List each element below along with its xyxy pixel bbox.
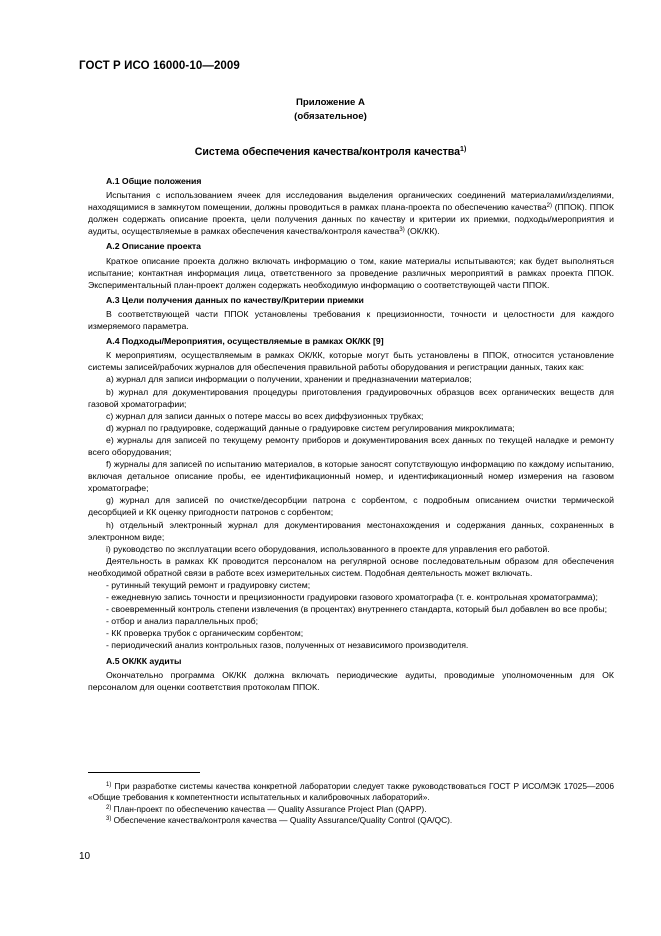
document-header: ГОСТ Р ИСО 16000-10—2009: [79, 60, 240, 72]
footnote-mark: 1): [106, 782, 112, 788]
footnote: $^{1)}$ При разработке системы качества конкретной лаборатории следует также руководствоваться ГОСТ Р ИСО/МЭК 17025—2006 «Общие требования к компетентности испытательных и калибровочных лабораторий».: [88, 781, 614, 803]
footnote: $^{2)}$ План-проект по обеспечению качества — Quality Assurance Project Plan (QAPP).: [106, 803, 427, 814]
footnote-ref: 1): [460, 146, 467, 153]
list-item: f) журналы для записей по испытанию материалов, в которые заносят сопутствующую информацию по каждому испытанию, включая детальное описание пробы, ее идентификационный номер, и идентификационный номер измерения на газовом хроматографе;: [88, 459, 614, 494]
list-item: - периодический анализ контрольных газов, полученных от независимого производителя.: [106, 640, 469, 651]
page-title: [0, 146, 661, 158]
annex-status: (обязательное): [294, 111, 367, 122]
list-item: h) отдельный электронный журнал для документирования местонахождения и содержания данных, сохраненных в электронном виде;: [88, 519, 614, 542]
section-heading-a3: А.3 Цели получения данных по качеству/Критерии приемки: [106, 294, 364, 305]
list-item: e) журналы для записей по текущему ремонту приборов и документирования всех данных по текущей наладке и ремонту всего оборудования;: [88, 434, 614, 457]
list-item: a) журнал для записи информации о получении, хранении и предназначении материалов;: [106, 374, 472, 385]
list-item: - КК проверка трубок с органическим сорбентом;: [106, 628, 304, 639]
paragraph: Испытания с использованием ячеек для исследования выделения органических соединений материалами/изделиями, находящимися в замкнутом помещении, должны проводиться в рамках плана-проекта по обеспечению качества$^{2)}$ (ППОК). ППОК должен содержать описание проекта, цели получения данных по качеству и критерии их приемки, подходы/мероприятия и аудиты, осуществляемые в рамках обеспечения качества/контроля качества$^{3)}$ (ОК/КК).: [88, 190, 614, 237]
paragraph: К мероприятиям, осуществляемым в рамках ОК/КК, которые могут быть установлены в ППОК, относится установление системы записей/рабочих журналов для обеспечения правильной работы оборудования и регистрации данных, таких как:: [88, 350, 614, 373]
list-item: - своевременный контроль степени извлечения (в процентах) внутреннего стандарта, который был добавлен во все пробы;: [106, 604, 607, 615]
section-heading-a4: А.4 Подходы/Мероприятия, осуществляемые в рамках ОК/КК [9]: [106, 336, 384, 347]
list-item: c) журнал для записи данных о потере массы во всех диффузионных трубках;: [106, 410, 424, 421]
list-item: i) руководство по эксплуатации всего оборудования, использованного в проекте для управления его работой.: [106, 543, 550, 554]
list-item: g) журнал для записей по очистке/десорбции патрона с сорбентом, с подробным описанием очистки термической десорбцией и КК оценку пригодности патронов с сорбентом;: [88, 495, 614, 518]
document-body: [88, 175, 614, 693]
list-item: - ежедневную запись точности и прецизионности градуировки газового хроматографа (т. е. контрольная хроматограмма);: [106, 592, 598, 603]
list-item: b) журнал для документирования процедуры приготовления градуировочных образцов всех органических веществ для газовой хроматографии;: [88, 386, 614, 409]
section-heading-a5: А.5 ОК/КК аудиты: [106, 655, 182, 666]
paragraph: Окончательно программа ОК/КК должна включать периодические аудиты, проводимые уполномоченным для ОК персоналом для оценки соответствия протоколам ППОК.: [88, 669, 614, 692]
footnote-ref: 3): [399, 227, 405, 234]
footnote-mark: 3): [106, 816, 112, 823]
list-item: - рутинный текущий ремонт и градуировку систем;: [106, 580, 311, 590]
footnote-mark: 2): [106, 804, 112, 811]
page-number: 10: [79, 851, 91, 862]
footnote-ref: 2): [546, 203, 552, 210]
paragraph: В соответствующей части ППОК установлены требования к прецизионности, точности и целостности для каждого измеряемого параметра.: [88, 308, 614, 332]
footnote: $^{3)}$ Обеспечение качества/контроля качества — Quality Assurance/Quality Control (QA/QC).: [106, 815, 453, 826]
paragraph: Деятельность в рамках КК проводится персоналом на регулярной основе последовательным образом для обеспечения необходимой обратной связи в работе всех измерительных систем. Подобная деятельность может включать.: [88, 555, 614, 578]
annex-title: Приложение А: [296, 97, 365, 108]
annex-block: [0, 96, 661, 124]
footnotes: [88, 781, 614, 827]
footnote-divider: [88, 772, 200, 773]
list-item: d) журнал по градуировке, содержащий данные о градуировке систем регулирования микроклимата;: [106, 422, 515, 433]
section-heading-a2: А.2 Описание проекта: [106, 241, 202, 252]
page-title-text: Система обеспечения качества/контроля качества: [194, 146, 461, 158]
section-heading-a1: А.1 Общие положения: [106, 176, 202, 186]
list-item: - отбор и анализ параллельных проб;: [106, 616, 259, 627]
paragraph: Краткое описание проекта должно включать информацию о том, какие материалы испытываются; как будет выполняться испытание; контактная информация лица, ответственного за проведение различных мероприятий в рамках проекта ППОК. Экспериментальный план-проект должен содержать необходимую информацию о соответствующей части ППОК.: [88, 255, 614, 290]
